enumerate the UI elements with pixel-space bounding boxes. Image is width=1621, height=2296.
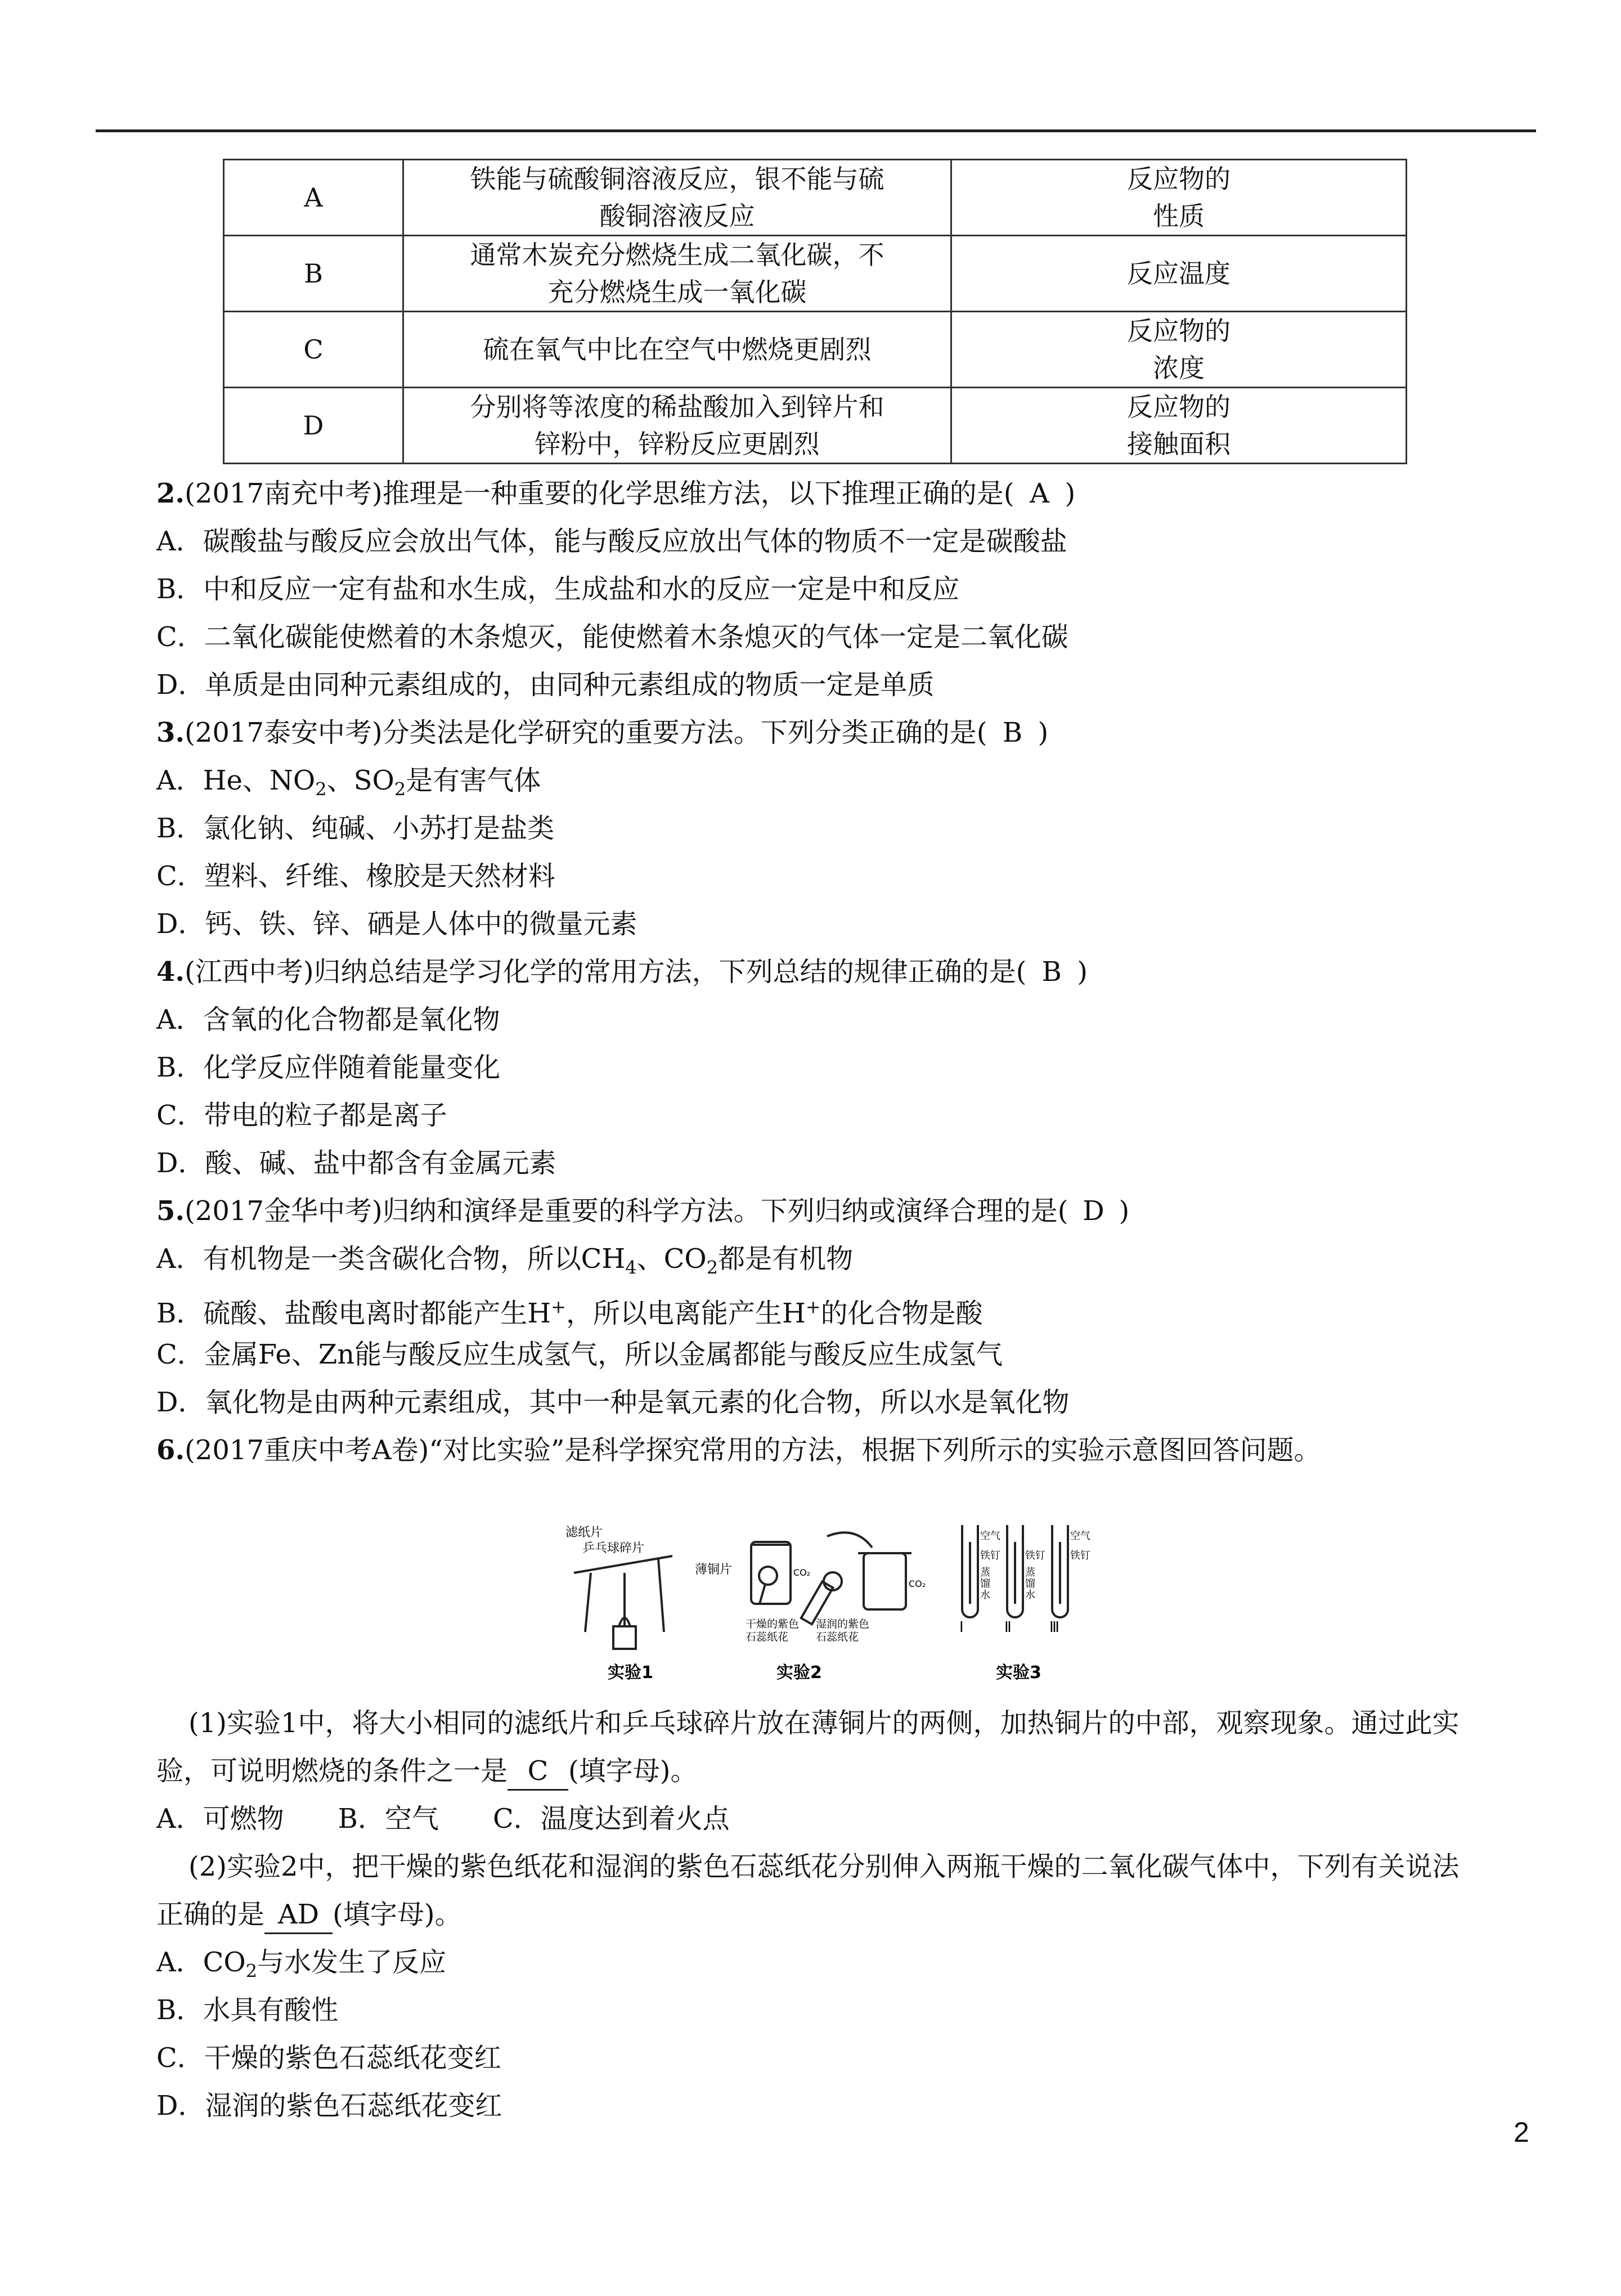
label: 空气 [1070, 1530, 1090, 1542]
label: 蒸 [980, 1567, 990, 1578]
experiment-1-apparatus [574, 1556, 672, 1649]
q6-part1-options: A．可燃物 B．空气 C．温度达到着火点 [156, 1803, 730, 1835]
answer-blank: AD [264, 1896, 333, 1934]
option: B．化学反应伴随着能量变化 [156, 1052, 501, 1083]
label: 石蕊纸花 [746, 1631, 789, 1643]
option: A．含氧的化合物都是氧化物 [156, 1004, 500, 1035]
caption: 实验2 [776, 1663, 822, 1683]
option: B．硫酸、盐酸电离时都能产生H+，所以电离能产生H+的化合物是酸 [156, 1296, 983, 1329]
page-number: 2 [1514, 2116, 1529, 2148]
experiment-3-apparatus [962, 1525, 1068, 1617]
option: D．氧化物是由两种元素组成，其中一种是氧元素的化合物，所以水是氧化物 [156, 1387, 1070, 1418]
label: Ⅲ [1049, 1619, 1059, 1636]
option: D．酸、碱、盐中都含有金属元素 [156, 1147, 556, 1179]
label: 乒乓球碎片 [582, 1541, 645, 1555]
label: 滤纸片 [565, 1526, 603, 1540]
row-factor: 反应物的 接触面积 [951, 388, 1407, 464]
option: C．干燥的紫色石蕊纸花变红 [156, 2042, 501, 2074]
question-6-stem: 6.(2017重庆中考A卷)“对比实验”是科学探究常用的方法，根据下列所示的实验示意图回答问题。 [156, 1434, 1321, 1466]
label: 水 [980, 1589, 990, 1601]
experiment-2-apparatus [751, 1532, 911, 1624]
row-label: C [224, 312, 403, 388]
option: D．钙、铁、锌、硒是人体中的微量元素 [156, 908, 637, 940]
caption: 实验1 [608, 1663, 653, 1683]
question-3-stem: 3.(2017泰安中考)分类法是化学研究的重要方法。下列分类正确的是( B ) [156, 715, 1048, 751]
label: 薄铜片 [695, 1563, 733, 1577]
row-description: 硫在氧气中比在空气中燃烧更剧烈 [403, 312, 951, 388]
option: C．塑料、纤维、橡胶是天然材料 [156, 860, 555, 892]
table-row [224, 160, 1407, 236]
option: B．中和反应一定有盐和水生成，生成盐和水的反应一定是中和反应 [156, 573, 960, 605]
option: C．金属Fe、Zn能与酸反应生成氢气，所以金属都能与酸反应生成氢气 [156, 1339, 1003, 1370]
label: 铁钉 [1070, 1550, 1090, 1562]
row-factor: 反应物的 浓度 [951, 312, 1407, 388]
question-2-stem: 2.(2017南充中考)推理是一种重要的化学思维方法，以下推理正确的是( A ) [156, 476, 1075, 512]
option: D．单质是由同种元素组成的，由同种元素组成的物质一定是单质 [156, 669, 935, 701]
row-description: 分别将等浓度的稀盐酸加入到锌片和 锌粉中，锌粉反应更剧烈 [403, 388, 951, 464]
row-label: A [224, 160, 403, 236]
answer: B [1002, 717, 1023, 748]
row-label: B [224, 236, 403, 312]
option: A．碳酸盐与酸反应会放出气体，能与酸反应放出气体的物质不一定是碳酸盐 [156, 526, 1067, 557]
option: A．He、$NO_2$、$SO_2$是有害气体 [156, 765, 541, 800]
option: B．水具有酸性 [156, 1994, 339, 2026]
header-rule [96, 129, 1536, 132]
answer: D [1083, 1195, 1104, 1227]
q6-part1-line2: 验，可说明燃烧的条件之一是 C (填字母)。 [156, 1753, 697, 1791]
option: D．湿润的紫色石蕊纸花变红 [156, 2090, 502, 2122]
label: Ⅰ [959, 1619, 964, 1636]
q6-part2-line2: 正确的是 AD (填字母)。 [156, 1896, 462, 1934]
label: 蒸 [1025, 1567, 1035, 1578]
q6-part1-line1: (1)实验1中，将大小相同的滤纸片和乒乓球碎片放在薄铜片的两侧，加热铜片的中部，观察现象。通过此实 [188, 1707, 1460, 1739]
options-table [223, 159, 1407, 464]
row-description: 铁能与硫酸铜溶液反应，银不能与硫 酸铜溶液反应 [403, 160, 951, 236]
table-row [224, 236, 1407, 312]
option: A．$CO_2$与水发生了反应 [156, 1947, 447, 1982]
caption: 实验3 [996, 1663, 1041, 1683]
experiment-figure [563, 1519, 1103, 1688]
label: Ⅱ [1004, 1619, 1012, 1636]
option: A．有机物是一类含碳化合物，所以$CH_4$、$CO_2$都是有机物 [156, 1243, 854, 1279]
label: 石蕊纸花 [816, 1631, 859, 1643]
table-row [224, 388, 1407, 464]
row-factor: 反应温度 [951, 236, 1407, 312]
label: CO₂ [909, 1578, 926, 1589]
answer: A [1030, 478, 1049, 509]
row-label: D [224, 388, 403, 464]
label: 干燥的紫色 [746, 1618, 800, 1630]
option: C．二氧化碳能使燃着的木条熄灭，能使燃着木条熄灭的气体一定是二氧化碳 [156, 621, 1068, 653]
label: 馏 [980, 1578, 990, 1590]
label: 铁钉 [1025, 1550, 1045, 1562]
answer: B [1041, 956, 1062, 988]
label: 铁钉 [980, 1550, 1000, 1562]
label: 馏 [1025, 1578, 1035, 1590]
q6-part2-line1: (2)实验2中，把干燥的紫色纸花和湿润的紫色石蕊纸花分别伸入两瓶干燥的二氧化碳气体中，下列有关说法 [188, 1851, 1460, 1882]
question-4-stem: 4.(江西中考)归纳总结是学习化学的常用方法，下列总结的规律正确的是( B ) [156, 954, 1088, 990]
row-description: 通常木炭充分燃烧生成二氧化碳，不 充分燃烧生成一氧化碳 [403, 236, 951, 312]
label: 空气 [980, 1530, 1000, 1542]
option: C．带电的粒子都是离子 [156, 1100, 447, 1131]
label: CO₂ [793, 1567, 811, 1578]
row-factor: 反应物的 性质 [951, 160, 1407, 236]
table-row [224, 312, 1407, 388]
question-5-stem: 5.(2017金华中考)归纳和演绎是重要的科学方法。下列归纳或演绎合理的是( D ) [156, 1193, 1129, 1229]
option: B．氯化钠、纯碱、小苏打是盐类 [156, 813, 555, 844]
label: 湿润的紫色 [816, 1618, 870, 1630]
answer-blank: C [508, 1753, 568, 1791]
label: 水 [1025, 1589, 1035, 1601]
